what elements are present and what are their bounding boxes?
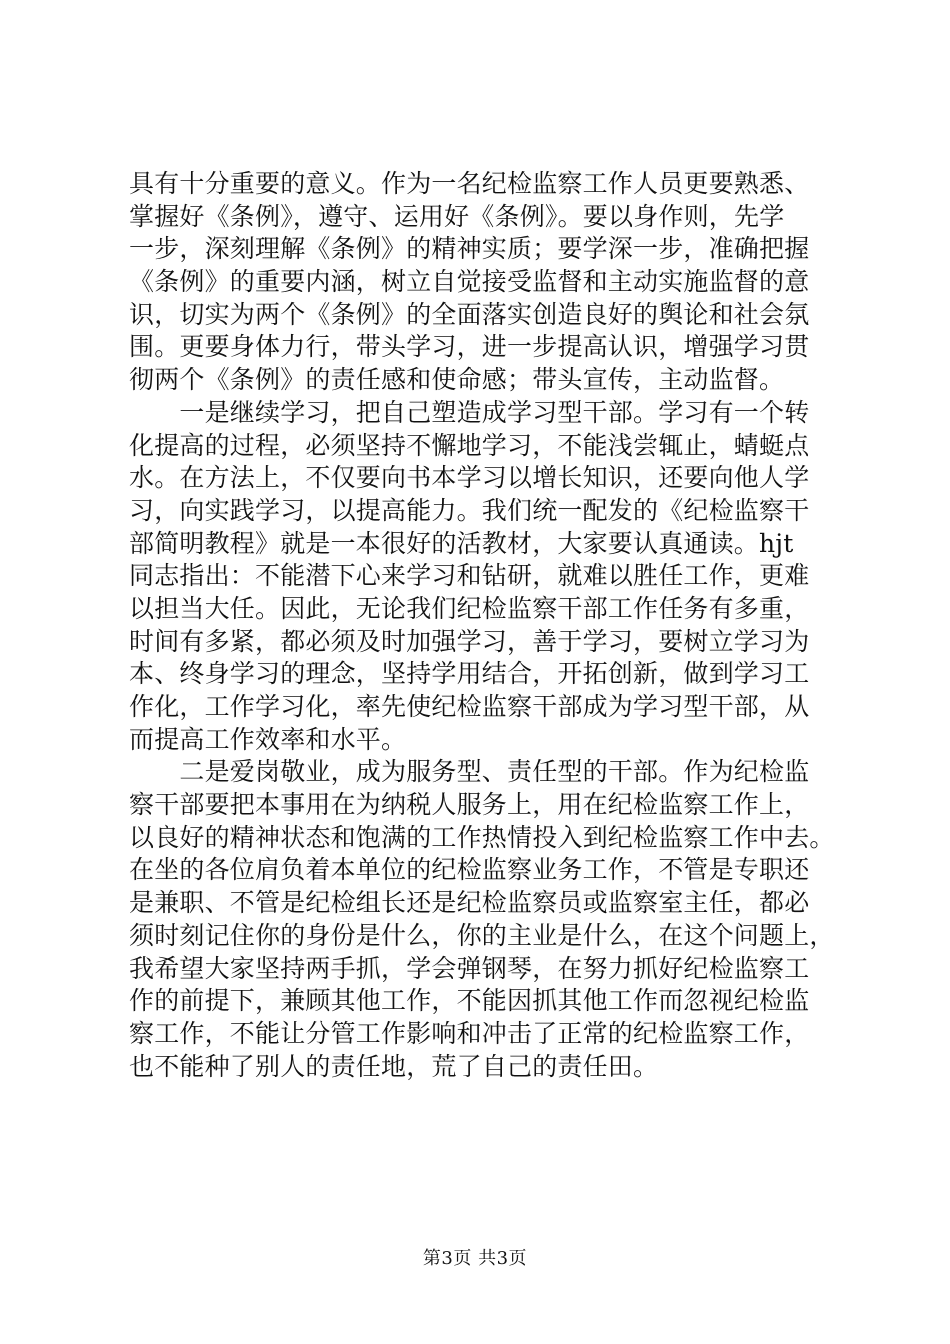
text-line: 同志指出：不能潜下心来学习和钻研，就难以胜任工作，更难 <box>129 561 810 591</box>
text-line: 以担当大任。因此，无论我们纪检监察干部工作任务有多重， <box>129 593 810 623</box>
text-line: 是兼职、不管是纪检组长还是纪检监察员或监察室主任，都必 <box>129 888 810 918</box>
text-line: 本、终身学习的理念，坚持学用结合，开拓创新，做到学习工 <box>129 659 810 689</box>
text-line: 作化，工作学习化，率先使纪检监察干部成为学习型干部，从 <box>129 692 810 721</box>
text-line: 部简明教程》就是一本很好的活教材，大家要认真通读。hjt <box>129 528 794 558</box>
text-line: 而提高工作效率和水平。 <box>129 724 407 754</box>
text-line: 化提高的过程，必须坚持不懈地学习，不能浅尝辄止，蜻蜓点 <box>129 430 810 460</box>
text-line: 习，向实践学习，以提高能力。我们统一配发的《纪检监察干 <box>129 495 810 525</box>
body-text <box>129 168 835 1083</box>
page-number: 第3页 共3页 <box>422 1248 528 1269</box>
text-line: 也不能种了别人的责任地，荒了自己的责任田。 <box>129 1051 659 1081</box>
text-line: 时间有多紧，都必须及时加强学习，善于学习，要树立学习为 <box>129 626 810 656</box>
text-line: 一步，深刻理解《条例》的精神实质；要学深一步，准确把握 <box>129 234 810 264</box>
text-line: 识，切实为两个《条例》的全面落实创造良好的舆论和社会氛 <box>129 299 810 329</box>
page-footer <box>0 1247 950 1271</box>
text-line: 在坐的各位肩负着本单位的纪检监察业务工作，不管是专职还 <box>129 855 810 885</box>
text-line: 察工作，不能让分管工作影响和冲击了正常的纪检监察工作， <box>129 1018 810 1048</box>
text-line: 察干部要把本事用在为纳税人服务上，用在纪检监察工作上， <box>129 790 810 820</box>
text-line: 《条例》的重要内涵，树立自觉接受监督和主动实施监督的意 <box>129 267 810 297</box>
text-line: 须时刻记住你的身份是什么，你的主业是什么，在这个问题上， <box>129 920 835 950</box>
text-line: 一是继续学习，把自己塑造成学习型干部。学习有一个转 <box>129 397 810 427</box>
text-line: 二是爱岗敬业，成为服务型、责任型的干部。作为纪检监 <box>129 757 810 787</box>
text-line: 围。更要身体力行，带头学习，进一步提高认识，增强学习贯 <box>129 332 810 362</box>
text-line: 彻两个《条例》的责任感和使命感；带头宣传，主动监督。 <box>129 365 785 395</box>
text-line: 以良好的精神状态和饱满的工作热情投入到纪检监察工作中去。 <box>129 822 835 852</box>
text-line: 作的前提下，兼顾其他工作，不能因抓其他工作而忽视纪检监 <box>129 986 810 1016</box>
text-line: 我希望大家坚持两手抓，学会弹钢琴，在努力抓好纪检监察工 <box>129 953 810 983</box>
text-line: 具有十分重要的意义。作为一名纪检监察工作人员更要熟悉、 <box>129 169 810 198</box>
text-line: 掌握好《条例》，遵守、运用好《条例》。要以身作则，先学 <box>129 201 785 231</box>
text-line: 水。在方法上，不仅要向书本学习以增长知识，还要向他人学 <box>129 463 810 493</box>
